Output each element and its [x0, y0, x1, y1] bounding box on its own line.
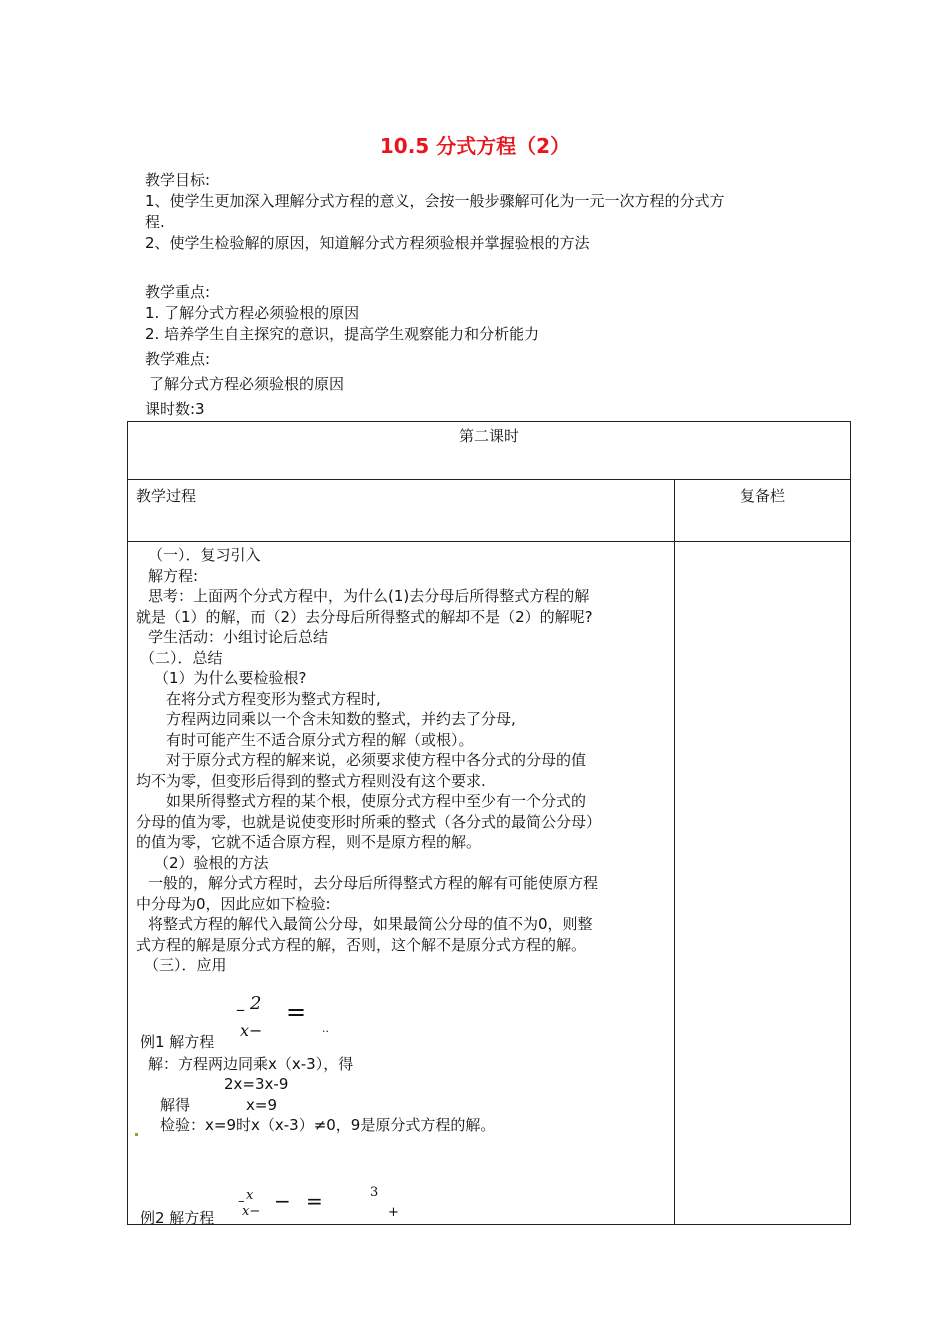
ex1-get-label: 解得: [160, 1095, 191, 1114]
fraction-bar-symbol: –: [238, 1193, 245, 1209]
ex2-numerator: x: [246, 1187, 254, 1203]
example-1: [136, 976, 668, 1066]
content-line: （2）验根的方法: [154, 853, 269, 872]
content-line: 中分母为0，因此应如下检验:: [136, 894, 331, 913]
content-line: 方程两边同乘以一个含未知数的整式，并约去了分母,: [166, 710, 516, 728]
content-line: （1）为什么要检验根?: [154, 669, 307, 687]
objectives-heading: 教学目标:: [145, 171, 211, 189]
intro-section: [145, 170, 815, 420]
content-line: 的值为零，它就不适合原方程，则不是原方程的解。: [136, 833, 482, 851]
page-title: 10.5 分式方程（2）: [379, 134, 571, 158]
ex2-equals: =: [306, 1188, 323, 1213]
lesson-table: [127, 421, 851, 1225]
section-heading: （三）．应用: [144, 956, 227, 974]
section-heading: （二）．总结: [140, 648, 223, 667]
ex2-minus: −: [274, 1188, 291, 1213]
ex1-numerator: 2: [250, 992, 262, 1014]
objective-item: 2、使学生检验解的原因，知道解分式方程须验根并掌握验根的方法: [145, 234, 590, 252]
ex1-label: 例1 解方程: [140, 1032, 215, 1051]
example-2: [136, 1136, 668, 1227]
content-line: 有时可能产生不适合原分式方程的解（或根）。: [166, 730, 474, 749]
difficulty-item: 了解分式方程必须验根的原因: [149, 375, 345, 393]
content-line: 就是（1）的解，而（2）去分母后所得整式的解却不是（2）的解呢?: [136, 607, 593, 626]
lesson-count: 课时数:3: [145, 400, 205, 418]
fraction-bar-symbol: –: [236, 998, 245, 1020]
content-line: 式方程的解是原分式方程的解，否则，这个解不是原分式方程的解。: [136, 935, 587, 954]
content-line: 思考：上面两个分式方程中，为什么(1)去分母后所得整式方程的解: [148, 587, 590, 605]
ex1-tail: ··: [322, 1024, 329, 1038]
section-label: 第二课时: [128, 422, 851, 480]
key-point-item: 1. 了解分式方程必须验根的原因: [145, 304, 360, 322]
ex2-label: 例2 解方程: [140, 1208, 215, 1227]
equation: 2x=3x-9: [224, 1075, 289, 1093]
process-header: 教学过程: [128, 480, 675, 542]
content-line: 分母的值为零，也就是说使变形时所乘的整式（各分式的最简公分母）: [136, 812, 602, 831]
objective-item: 1、使学生更加深入理解分式方程的意义，会按一般步骤解可化为一元一次方程的分式方: [145, 192, 725, 210]
stray-mark: [135, 1133, 138, 1136]
content-line: 对于原分式方程的解来说，必须要求使方程中各分式的分母的值: [166, 751, 587, 769]
objective-item-continued: 程.: [145, 213, 165, 231]
content-line: 如果所得整式方程的某个根，使原分式方程中至少有一个分式的: [166, 792, 587, 810]
content-line: 解：方程两边同乘x（x-3），得: [148, 1054, 354, 1073]
section-heading: （一）．复习引入: [148, 546, 261, 564]
ex2-plus: +: [388, 1204, 399, 1220]
prep-column: [675, 542, 851, 1225]
prep-header: 复备栏: [675, 480, 851, 542]
content-line: 解方程:: [148, 566, 199, 585]
ex1-equals: =: [286, 997, 307, 1026]
key-point-item: 2. 培养学生自主探究的意识，提高学生观察能力和分析能力: [145, 325, 540, 343]
content-line: 将整式方程的解代入最简公分母，如果最简公分母的值不为0，则整: [148, 915, 593, 933]
content-line: 一般的，解分式方程时，去分母后所得整式方程的解有可能使原方程: [148, 874, 599, 892]
process-content: [128, 542, 675, 1225]
content-line: 均不为零，但变形后得到的整式方程则没有这个要求.: [136, 771, 486, 790]
content-line: 检验：x=9时x（x-3）≠0，9是原分式方程的解。: [160, 1116, 496, 1134]
content-line: 在将分式方程变形为整式方程时,: [166, 689, 381, 708]
ex2-denominator: x−: [242, 1203, 261, 1219]
content-line: [136, 1095, 668, 1116]
ex1-denominator: x−: [240, 1020, 263, 1040]
equation: x=9: [246, 1095, 277, 1114]
difficulty-heading: 教学难点:: [145, 350, 211, 368]
ex2-right-numerator: 3: [370, 1184, 379, 1200]
content-line: 学生活动：小组讨论后总结: [148, 628, 329, 646]
key-points-heading: 教学重点:: [145, 283, 211, 301]
